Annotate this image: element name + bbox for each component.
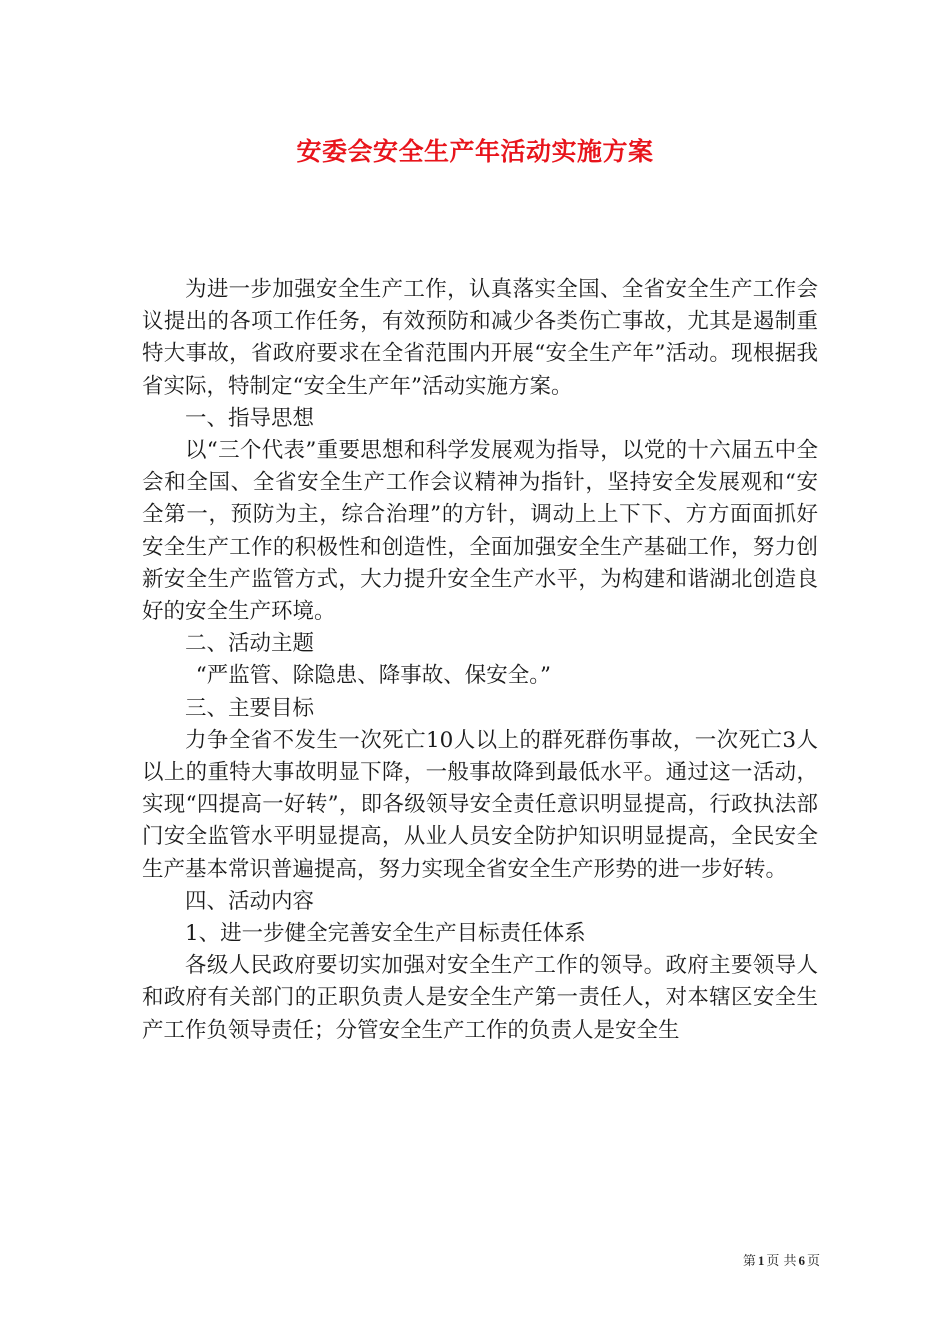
current-page-number: 1 [757, 1253, 765, 1268]
guiding-ideology-paragraph: 以“三个代表”重要思想和科学发展观为指导，以党的十六届五中全会和全国、全省安全生产工作会议精神为指针，坚持安全发展观和“安全第一，预防为主，综合治理”的方针，调动上上下下、方方面面抓好安全生产工作的积极性和创造性，全面加强安全生产基础工作，努力创新安全生产监管方式，大力提升安全生产水平，为构建和谐湖北创造良好的安全生产环境。 [142, 438, 818, 625]
total-pages-number: 6 [798, 1253, 805, 1268]
subsection-heading-responsibility-system: 1、进一步健全完善安全生产目标责任体系 [185, 921, 586, 947]
footer-prefix: 第 [742, 1254, 756, 1269]
page-number-footer [0, 1250, 820, 1269]
section-heading-guiding-ideology: 一、指导思想 [185, 405, 315, 431]
document-body [142, 274, 818, 1047]
intro-paragraph: 为进一步加强安全生产工作，认真落实全国、全省安全生产工作会议提出的各项工作任务，有效预防和减少各类伤亡事故，尤其是遏制重特大事故，省政府要求在全省范围内开展“安全生产年”活动。现根据我省实际，特制定“安全生产年”活动实施方案。 [142, 277, 818, 399]
document-title: 安委会安全生产年活动实施方案 [296, 137, 654, 166]
section-heading-main-goals: 三、主要目标 [185, 695, 315, 721]
responsibility-system-paragraph: 各级人民政府要切实加强对安全生产工作的领导。政府主要领导人和政府有关部门的正职负责人是安全生产第一责任人，对本辖区安全生产工作负领导责任；分管安全生产工作的负责人是安全生 [142, 953, 818, 1043]
section-heading-activity-content: 四、活动内容 [185, 888, 315, 914]
main-goals-paragraph: 力争全省不发生一次死亡10人以上的群死群伤事故，一次死亡3人以上的重特大事故明显下降，一般事故降到最低水平。通过这一活动，实现“四提高一好转”，即各级领导安全责任意识明显提高，行政执法部门安全监管水平明显提高，从业人员安全防护知识明显提高，全民安全生产基本常识普遍提高，努力实现全省安全生产形势的进一步好转。 [142, 727, 818, 882]
footer-suffix: 页 [806, 1254, 820, 1269]
footer-middle: 页 共 [766, 1254, 797, 1269]
activity-theme-slogan: “严监管、除隐患、降事故、保安全。” [195, 663, 551, 689]
section-heading-activity-theme: 二、活动主题 [185, 631, 315, 657]
